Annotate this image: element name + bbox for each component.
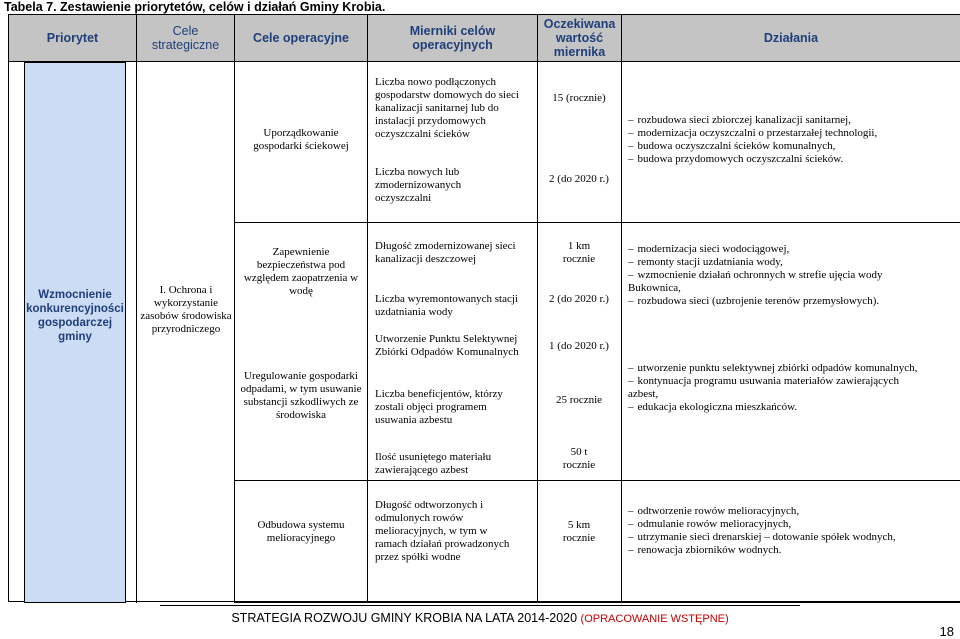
table-caption: Tabela 7. Zestawienie priorytetów, celów i działań Gminy Krobia. [4, 0, 386, 14]
dzialania-4 [628, 505, 948, 557]
header-cele-operacyjne: Cele operacyjne [234, 14, 368, 62]
dzialanie-item: – modernizacja sieci wodociągowej, [628, 243, 790, 255]
footer-subtitle: (OPRACOWANIE WSTĘPNE) [580, 613, 729, 625]
dzialanie-item: – modernizacja oczyszczalni o przestarzałej technologii, [628, 127, 878, 139]
op-goal-4: Odbudowa systemu melioracyjnego [257, 519, 345, 544]
dzialanie-item: – rozbudowa sieci zbiorczej kanalizacji sanitarnej, [628, 114, 851, 126]
wartosc-3-1: 1 (do 2020 r.) [549, 340, 609, 352]
header-dzialania: Działania [621, 14, 960, 62]
op-goal-2: Zapewnienie bezpieczeństwa pod względem zaopatrzenia w wodę [243, 246, 359, 297]
miernik-2-2: Liczba wyremontowanych stacji uzdatniania wody [375, 293, 518, 318]
wartosc-2-2: 2 (do 2020 r.) [549, 293, 609, 305]
header-mierniki: Mierniki celów operacyjnych [367, 14, 538, 62]
miernik-1-2: Liczba nowych lub zmodernizowanych oczyszczalni [375, 166, 462, 204]
dzialanie-item: – renowacja zbiorników wodnych. [628, 544, 782, 556]
op-goal-1: Uporządkowanie gospodarki ściekowej [253, 127, 349, 152]
miernik-3-1: Utworzenie Punktu Selektywnej Zbiórki Odpadów Komunalnych [375, 333, 519, 358]
wartosc-1-1: 15 (rocznie) [552, 92, 606, 104]
footer [0, 611, 960, 625]
strategic-goal: I. Ochrona i wykorzystanie zasobów środowiska przyrodniczego [140, 284, 232, 335]
dzialanie-item: – budowa przydomowych oczyszczalni ścieków. [628, 153, 844, 165]
priority-label: Wzmocnienie konkurencyjności gospodarczej gminy [26, 289, 124, 343]
miernik-3-2: Liczba beneficjentów, którzy zostali objęci programem usuwania azbestu [375, 388, 503, 426]
dzialania-1 [628, 114, 953, 166]
miernik-3-3: Ilość usuniętego materiału zawierającego azbest [375, 451, 492, 476]
dzialanie-item: – kontynuacja programu usuwania materiałów zawierających azbest, [628, 375, 899, 400]
dzialanie-item: – budowa oczyszczalni ścieków komunalnych, [628, 140, 836, 152]
dzialania-2 [628, 243, 938, 308]
miernik-2-1: Długość zmodernizowanej sieci kanalizacji deszczowej [375, 240, 516, 265]
page-number: 18 [939, 624, 954, 639]
op-goal-3: Uregulowanie gospodarki odpadami, w tym usuwanie substancji szkodliwych ze środowiska [240, 370, 362, 421]
dzialanie-item: – remonty stacji uzdatniania wody, [628, 256, 783, 268]
wartosc-3-3: 50 t rocznie [562, 446, 596, 471]
wartosc-3-2: 25 rocznie [555, 394, 603, 406]
dzialanie-item: – rozbudowa sieci (uzbrojenie terenów przemysłowych). [628, 295, 880, 307]
dzialanie-item: – odmulanie rowów melioracyjnych, [628, 518, 792, 530]
header-cele-strategiczne: Cele strategiczne [136, 14, 235, 62]
header-priorytet: Priorytet [8, 14, 137, 62]
dzialanie-item: – utworzenie punktu selektywnej zbiórki odpadów komunalnych, [628, 362, 918, 374]
header-oczekiwana: Oczekiwana wartość miernika [537, 14, 622, 62]
wartosc-4-1: 5 km rocznie [562, 519, 596, 544]
footer-title: STRATEGIA ROZWOJU GMINY KROBIA NA LATA 2014-2020 [231, 611, 578, 625]
dzialanie-item: – odtworzenie rowów melioracyjnych, [628, 505, 800, 517]
dzialanie-item: – wzmocnienie działań ochronnych w strefie ujęcia wody Bukownica, [628, 269, 883, 294]
priority-cell [24, 62, 126, 603]
miernik-1-1: Liczba nowo podłączonych gospodarstw domowych do sieci kanalizacji sanitarnej lub do instalacji przydomowych oczyszczalni ścieków [375, 76, 519, 140]
wartosc-2-1: 1 km rocznie [562, 240, 596, 265]
wartosc-1-2: 2 (do 2020 r.) [549, 173, 609, 185]
dzialania-3 [628, 362, 928, 414]
miernik-4-1: Długość odtworzonych i odmulonych rowów melioracyjnych, w tym w ramach działań prowadzonych przez spółki wodne [375, 499, 510, 563]
footer-rule [160, 605, 800, 606]
dzialanie-item: – edukacja ekologiczna mieszkańców. [628, 401, 798, 413]
dzialanie-item: – utrzymanie sieci drenarskiej – dotowanie spółek wodnych, [628, 531, 896, 543]
